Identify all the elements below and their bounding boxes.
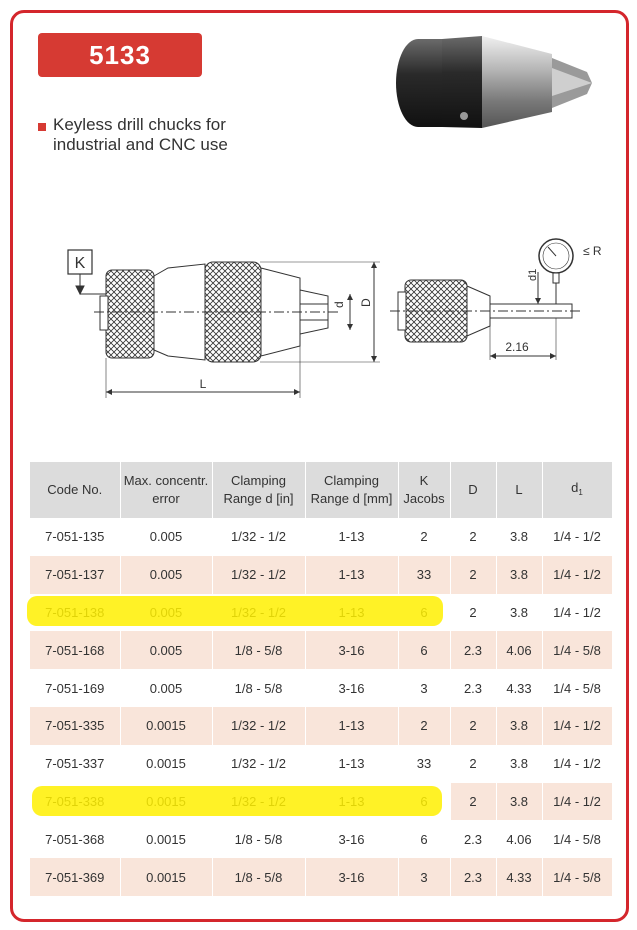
cell-d-dim: 2 xyxy=(450,556,496,594)
cell-clamping-range-in: 1/8 - 5/8 xyxy=(212,858,305,896)
cell-clamping-range-mm: 3-16 xyxy=(305,858,398,896)
header-max-concentr-error: Max. concentr. error xyxy=(120,462,212,518)
cell-clamping-range-in: 1/32 - 1/2 xyxy=(212,707,305,745)
cell-d1-dim: 1/4 - 1/2 xyxy=(542,783,612,821)
cell-k-jacobs: 6 xyxy=(398,820,450,858)
table-row xyxy=(30,631,612,669)
spec-table xyxy=(30,462,613,896)
cell-l-dim: 3.8 xyxy=(496,518,542,556)
table-header-row xyxy=(30,462,612,518)
k-label: K xyxy=(74,255,86,272)
table-row xyxy=(30,858,612,896)
header-k-jacobs: K Jacobs xyxy=(398,462,450,518)
cell-k-jacobs: 6 xyxy=(398,631,450,669)
header-d-dim: D xyxy=(450,462,496,518)
table-row xyxy=(30,820,612,858)
cell-max-concentr-error: 0.0015 xyxy=(120,745,212,783)
header-d1-dim: $d_1$ xyxy=(542,462,612,518)
cell-d1-dim: 1/4 - 1/2 xyxy=(542,518,612,556)
cell-clamping-range-in: 1/8 - 5/8 xyxy=(212,631,305,669)
cell-clamping-range-mm: 3-16 xyxy=(305,820,398,858)
header-clamping-range-mm: Clamping Range d [mm] xyxy=(305,462,398,518)
d1-label: d1 xyxy=(527,268,539,281)
cell-k-jacobs: 33 xyxy=(398,745,450,783)
highlight-row-138 xyxy=(27,596,443,626)
cell-k-jacobs: 3 xyxy=(398,858,450,896)
header-subscript: 1 xyxy=(578,487,583,497)
cell-l-dim: 3.8 xyxy=(496,783,542,821)
cell-d-dim: 2.3 xyxy=(450,669,496,707)
cell-d1-dim: 1/4 - 5/8 xyxy=(542,858,612,896)
cell-k-jacobs: 2 xyxy=(398,707,450,745)
cell-k-jacobs: 3 xyxy=(398,669,450,707)
cell-d1-dim: 1/4 - 5/8 xyxy=(542,669,612,707)
cell-d-dim: 2.3 xyxy=(450,631,496,669)
cell-l-dim: 4.06 xyxy=(496,820,542,858)
cell-clamping-range-in: 1/32 - 1/2 xyxy=(212,745,305,783)
cell-max-concentr-error: 0.0015 xyxy=(120,707,212,745)
cell-clamping-range-mm: 3-16 xyxy=(305,669,398,707)
highlight-row-338 xyxy=(32,786,442,816)
length-216-label: 2.16 xyxy=(505,340,529,354)
table-row xyxy=(30,518,612,556)
cell-max-concentr-error: 0.005 xyxy=(120,631,212,669)
cell-d-dim: 2.3 xyxy=(450,858,496,896)
cell-k-jacobs: 2 xyxy=(398,518,450,556)
r-label: ≤ R xyxy=(583,244,602,258)
header-clamping-range-in: Clamping Range d [in] xyxy=(212,462,305,518)
cell-k-jacobs: 33 xyxy=(398,556,450,594)
cell-code-no: 7-051-169 xyxy=(30,669,120,707)
cell-l-dim: 4.06 xyxy=(496,631,542,669)
technical-drawing xyxy=(0,220,637,410)
cell-clamping-range-in: 1/32 - 1/2 xyxy=(212,556,305,594)
table-row xyxy=(30,556,612,594)
cell-l-dim: 3.8 xyxy=(496,556,542,594)
product-badge: 5133 xyxy=(38,33,202,77)
cell-d-dim: 2 xyxy=(450,594,496,632)
cell-d1-dim: 1/4 - 1/2 xyxy=(542,707,612,745)
cell-l-dim: 4.33 xyxy=(496,858,542,896)
cell-clamping-range-mm: 1-13 xyxy=(305,518,398,556)
cell-max-concentr-error: 0.0015 xyxy=(120,820,212,858)
cell-l-dim: 3.8 xyxy=(496,707,542,745)
cell-code-no: 7-051-137 xyxy=(30,556,120,594)
big-d-label: D xyxy=(359,298,373,307)
header-l-dim: L xyxy=(496,462,542,518)
cell-code-no: 7-051-368 xyxy=(30,820,120,858)
description-line-1: Keyless drill chucks for xyxy=(53,115,226,134)
cell-clamping-range-mm: 1-13 xyxy=(305,745,398,783)
cell-d1-dim: 1/4 - 5/8 xyxy=(542,820,612,858)
table-row xyxy=(30,745,612,783)
cell-l-dim: 4.33 xyxy=(496,669,542,707)
cell-max-concentr-error: 0.005 xyxy=(120,669,212,707)
cell-d1-dim: 1/4 - 5/8 xyxy=(542,631,612,669)
cell-clamping-range-in: 1/8 - 5/8 xyxy=(212,669,305,707)
cell-clamping-range-mm: 3-16 xyxy=(305,631,398,669)
cell-l-dim: 3.8 xyxy=(496,594,542,632)
cell-code-no: 7-051-135 xyxy=(30,518,120,556)
cell-max-concentr-error: 0.0015 xyxy=(120,858,212,896)
description-line-2: industrial and CNC use xyxy=(53,135,228,154)
cell-d-dim: 2 xyxy=(450,783,496,821)
cell-d1-dim: 1/4 - 1/2 xyxy=(542,745,612,783)
cell-d-dim: 2 xyxy=(450,707,496,745)
l-label: L xyxy=(199,377,207,391)
cell-l-dim: 3.8 xyxy=(496,745,542,783)
cell-code-no: 7-051-168 xyxy=(30,631,120,669)
cell-d-dim: 2.3 xyxy=(450,820,496,858)
drill-chuck-photo xyxy=(392,28,607,133)
header-code-no: Code No. xyxy=(30,462,120,518)
cell-clamping-range-in: 1/32 - 1/2 xyxy=(212,518,305,556)
cell-d-dim: 2 xyxy=(450,745,496,783)
product-description xyxy=(53,115,228,155)
cell-code-no: 7-051-335 xyxy=(30,707,120,745)
cell-d-dim: 2 xyxy=(450,518,496,556)
cell-code-no: 7-051-369 xyxy=(30,858,120,896)
cell-d1-dim: 1/4 - 1/2 xyxy=(542,556,612,594)
cell-code-no: 7-051-337 xyxy=(30,745,120,783)
table-row xyxy=(30,669,612,707)
cell-d1-dim: 1/4 - 1/2 xyxy=(542,594,612,632)
table-body xyxy=(30,518,612,896)
cell-clamping-range-mm: 1-13 xyxy=(305,556,398,594)
cell-max-concentr-error: 0.005 xyxy=(120,556,212,594)
d-label: d xyxy=(332,301,346,308)
cell-clamping-range-in: 1/8 - 5/8 xyxy=(212,820,305,858)
cell-max-concentr-error: 0.005 xyxy=(120,518,212,556)
table-row xyxy=(30,707,612,745)
cell-clamping-range-mm: 1-13 xyxy=(305,707,398,745)
bullet-icon xyxy=(38,123,46,131)
